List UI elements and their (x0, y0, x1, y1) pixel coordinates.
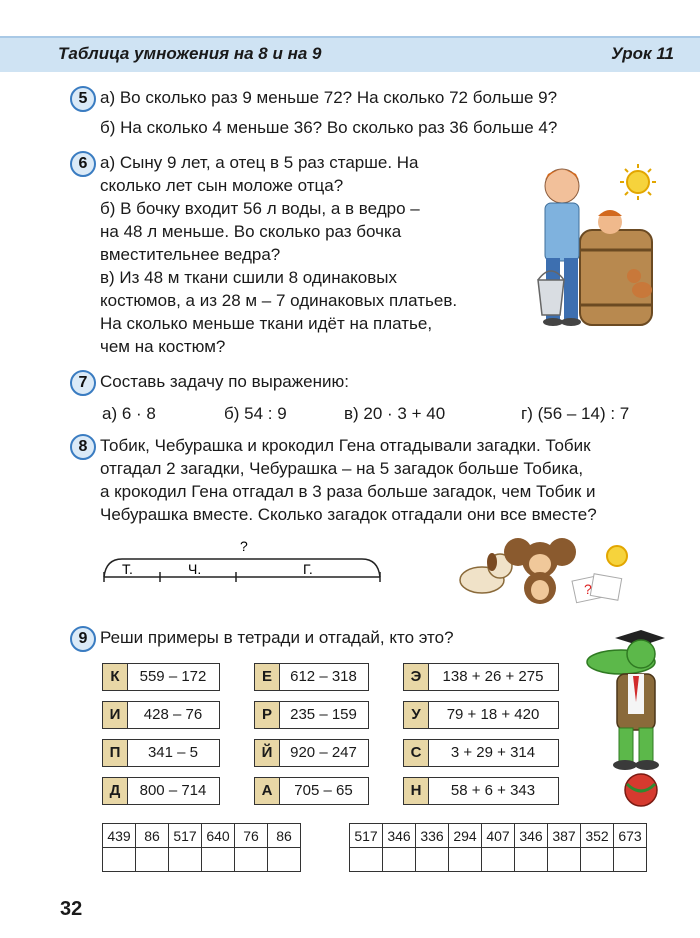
task-number-6: 6 (70, 151, 96, 177)
table-cell: 673 (614, 824, 647, 848)
card-expression: 138 + 26 + 275 (442, 668, 544, 685)
task8-line2: отгадал 2 загадки, Чебурашка – на 5 загадок больше Тобика, (100, 459, 584, 478)
example-card (254, 663, 369, 691)
task8-line3: а крокодил Гена отгадал в 3 раза больше загадок, чем Тобик и (100, 482, 596, 501)
card-expression: 58 + 6 + 343 (450, 782, 536, 799)
example-card (254, 777, 369, 805)
answer-cell[interactable] (103, 848, 136, 872)
example-card (403, 777, 559, 805)
task6-c-line4: чем на костюм? (100, 337, 226, 356)
card-letter: Д (103, 778, 128, 804)
answer-cell[interactable] (515, 848, 548, 872)
table-cell: 407 (482, 824, 515, 848)
example-card (102, 739, 220, 767)
card-letter: Е (255, 664, 280, 690)
barrel-icon (580, 210, 652, 325)
table-cell: 294 (449, 824, 482, 848)
paper-sheets-icon (572, 574, 622, 603)
card-expression: 612 – 318 (290, 668, 357, 685)
table-row (103, 824, 301, 848)
card-letter: С (404, 740, 429, 766)
card-expression: 79 + 18 + 420 (446, 706, 540, 723)
card-letter: Э (404, 664, 429, 690)
table-row (350, 824, 647, 848)
task7-expression-b: б) 54 : 9 (224, 404, 287, 423)
lesson-label: Урок 11 (611, 44, 674, 63)
diagram-label-g: Г. (303, 561, 313, 577)
task-number-9: 9 (70, 626, 96, 652)
page-number: 32 (60, 898, 83, 920)
task6-b-line3: вместительнее ведра? (100, 245, 281, 264)
task6-c-line3: На сколько меньше ткани идёт на платье, (100, 314, 433, 333)
table-cell: 387 (548, 824, 581, 848)
table-cell: 346 (515, 824, 548, 848)
answer-cell[interactable] (416, 848, 449, 872)
card-expression: 705 – 65 (294, 782, 353, 799)
task9-prompt: Реши примеры в тетради и отгадай, кто это? (100, 628, 454, 647)
task7-prompt: Составь задачу по выражению: (100, 372, 349, 391)
example-card (403, 701, 559, 729)
task7-expression-c: в) 20 · 3 + 40 (344, 404, 446, 423)
ball-icon (625, 774, 657, 806)
card-letter: Й (255, 740, 280, 766)
example-card (403, 663, 559, 691)
card-letter: К (103, 664, 128, 690)
answer-cell[interactable] (482, 848, 515, 872)
table-cell: 336 (416, 824, 449, 848)
task8-line4: Чебурашка вместе. Сколько загадок отгадали они все вместе? (100, 505, 597, 524)
answer-cell[interactable] (169, 848, 202, 872)
example-card (102, 701, 220, 729)
segment-diagram (98, 535, 388, 595)
crocodile-gena-illustration (575, 622, 685, 812)
table-cell: 86 (136, 824, 169, 848)
task7-expression-d: г) (56 – 14) : 7 (521, 404, 630, 423)
table-cell: 517 (350, 824, 383, 848)
example-card (403, 739, 559, 767)
task6-c-line1: в) Из 48 м ткани сшили 8 одинаковых (100, 268, 397, 287)
diagram-question: ? (240, 538, 248, 554)
answer-cell[interactable] (235, 848, 268, 872)
card-expression: 341 – 5 (147, 744, 199, 761)
puppy-icon (460, 553, 512, 593)
card-expression: 428 – 76 (143, 706, 203, 723)
table-row (350, 848, 647, 872)
table-cell: 86 (268, 824, 301, 848)
answer-cell[interactable] (350, 848, 383, 872)
card-letter: Р (255, 702, 280, 728)
task-number-7: 7 (70, 370, 96, 396)
page-title: Таблица умножения на 8 и на 9 (58, 44, 322, 63)
card-expression: 235 – 159 (290, 706, 357, 723)
sun-icon (620, 164, 656, 200)
task5-part-a: а) Во сколько раз 9 меньше 72? На сколько 72 больше 9? (100, 88, 558, 107)
card-letter: И (103, 702, 128, 728)
card-expression: 920 – 247 (290, 744, 357, 761)
task-number-8: 8 (70, 434, 96, 460)
card-expression: 559 – 172 (139, 668, 207, 685)
answer-cell[interactable] (581, 848, 614, 872)
answer-cell[interactable] (383, 848, 416, 872)
answer-cell[interactable] (548, 848, 581, 872)
task8-line1: Тобик, Чебурашка и крокодил Гена отгадывали загадки. Тобик (100, 436, 591, 455)
answer-cell[interactable] (268, 848, 301, 872)
task6-a-line2: сколько лет сын моложе отца? (100, 176, 344, 195)
task6-b-line1: б) В бочку входит 56 л воды, а в ведро – (100, 199, 420, 218)
card-expression: 3 + 29 + 314 (450, 744, 536, 761)
diagram-label-ch: Ч. (188, 561, 202, 577)
answer-cell[interactable] (136, 848, 169, 872)
example-card (102, 663, 220, 691)
puppy-cheburashka-illustration (452, 532, 642, 612)
card-letter: Н (404, 778, 429, 804)
table-cell: 640 (202, 824, 235, 848)
answer-table-2 (349, 823, 647, 872)
sun-icon (607, 546, 627, 566)
example-card (254, 701, 369, 729)
svg-text:?: ? (584, 581, 592, 597)
crocodile-icon (587, 640, 659, 770)
example-card (102, 777, 220, 805)
card-letter: А (255, 778, 280, 804)
diagram-brace (104, 559, 380, 577)
task6-a-line1: а) Сыну 9 лет, а отец в 5 раз старше. На (100, 153, 419, 172)
answer-table-1 (102, 823, 301, 872)
task5-part-b: б) На сколько 4 меньше 36? Во сколько раз 36 больше 4? (100, 118, 558, 137)
card-expression: 800 – 714 (139, 782, 207, 799)
answer-cell[interactable] (614, 848, 647, 872)
card-letter: У (404, 702, 429, 728)
table-cell: 76 (235, 824, 268, 848)
task-number-5: 5 (70, 86, 96, 112)
cheburashka-icon (504, 538, 576, 604)
task7-expression-a: а) 6 · 8 (102, 404, 156, 423)
boy-barrel-illustration (510, 150, 660, 340)
table-row (103, 848, 301, 872)
card-letter: П (103, 740, 128, 766)
task6-b-line2: на 48 л меньше. Во сколько раз бочка (100, 222, 402, 241)
table-cell: 517 (169, 824, 202, 848)
diagram-label-t: Т. (122, 561, 133, 577)
table-cell: 352 (581, 824, 614, 848)
task6-c-line2: костюмов, а из 28 м – 7 одинаковых платьев. (100, 291, 458, 310)
table-cell: 439 (103, 824, 136, 848)
table-cell: 346 (383, 824, 416, 848)
example-card (254, 739, 369, 767)
answer-cell[interactable] (202, 848, 235, 872)
answer-cell[interactable] (449, 848, 482, 872)
